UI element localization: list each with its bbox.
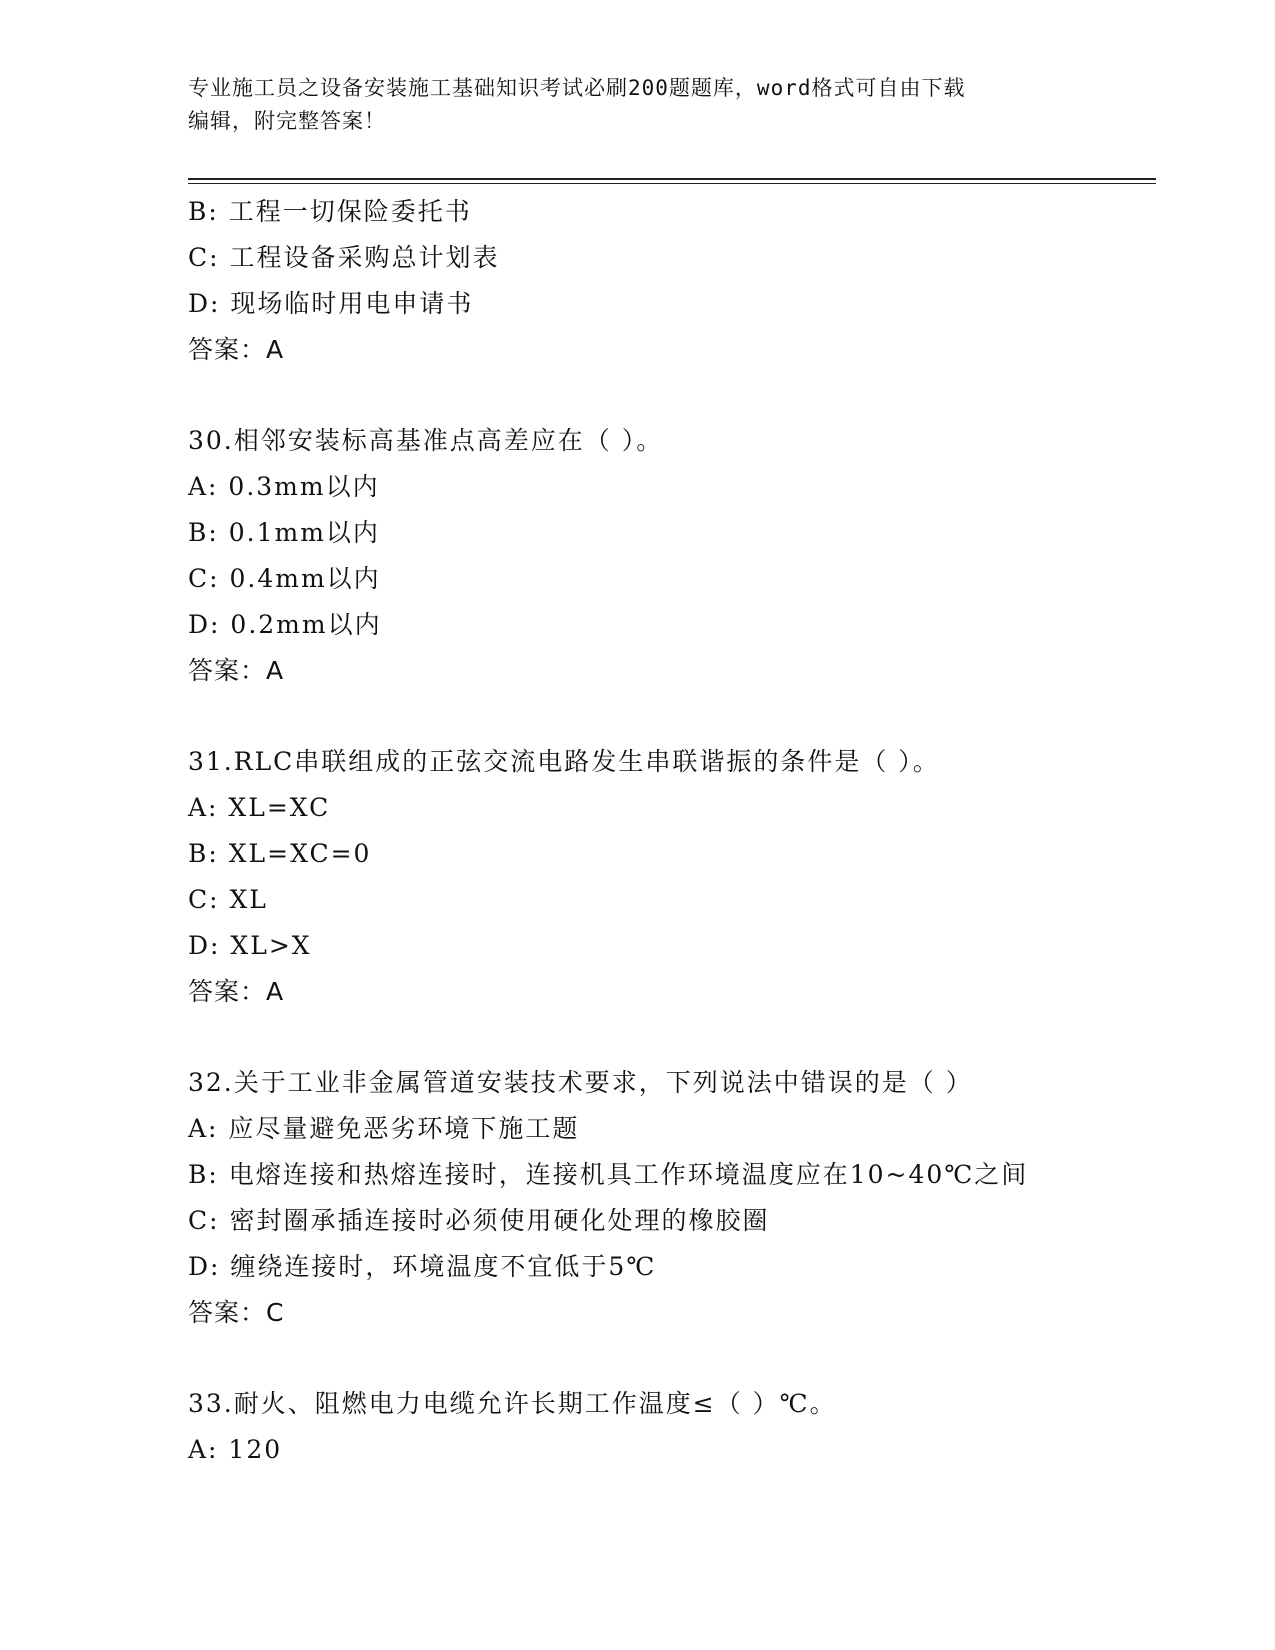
option-b: B: 0.1mm以内: [188, 518, 380, 547]
option-a: A: 应尽量避免恶劣环境下施工题: [188, 1114, 580, 1143]
question-block: [188, 1381, 1148, 1473]
question-text: 31.RLC串联组成的正弦交流电路发生串联谐振的条件是（ ）。: [188, 747, 940, 776]
option-a: A: 120: [188, 1435, 283, 1464]
header-divider-thin: [188, 183, 1156, 184]
answer-line: 答案：C: [188, 1298, 285, 1327]
document-header: [188, 72, 1088, 138]
question-list: [188, 189, 1148, 1473]
option-d: D: 0.2mm以内: [188, 610, 382, 639]
question-text: 32.关于工业非金属管道安装技术要求，下列说法中错误的是（ ）: [188, 1068, 973, 1097]
option-d: D: XL>X: [188, 931, 312, 960]
question-block: [188, 1060, 1148, 1336]
answer-line: 答案：A: [188, 977, 285, 1006]
option-c: C: 工程设备采购总计划表: [188, 243, 500, 272]
question-text: 33.耐火、阻燃电力电缆允许长期工作温度≤（ ）℃。: [188, 1389, 837, 1418]
question-block: [188, 739, 1148, 1015]
option-d: D: 现场临时用电申请书: [188, 289, 474, 318]
header-line-2: 编辑，附完整答案！: [188, 109, 386, 133]
option-a: A: XL=XC: [188, 793, 331, 822]
option-b: B: XL=XC=0: [188, 839, 372, 868]
option-a: A: 0.3mm以内: [188, 472, 380, 501]
header-line-1: 专业施工员之设备安装施工基础知识考试必刷200题题库，word格式可自由下载: [188, 76, 966, 100]
option-b: B: 工程一切保险委托书: [188, 197, 472, 226]
answer-line: 答案：A: [188, 656, 285, 685]
option-d: D: 缠绕连接时，环境温度不宜低于5℃: [188, 1252, 657, 1281]
question-block: [188, 189, 1148, 373]
answer-line: 答案：A: [188, 335, 285, 364]
option-c: C: XL: [188, 885, 268, 914]
question-text: 30.相邻安装标高基准点高差应在（ ）。: [188, 426, 664, 455]
question-block: [188, 418, 1148, 694]
header-divider-thick: [188, 178, 1156, 180]
option-c: C: 0.4mm以内: [188, 564, 381, 593]
option-c: C: 密封圈承插连接时必须使用硬化处理的橡胶圈: [188, 1206, 770, 1235]
option-b: B: 电熔连接和热熔连接时，连接机具工作环境温度应在10~40℃之间: [188, 1160, 1029, 1189]
